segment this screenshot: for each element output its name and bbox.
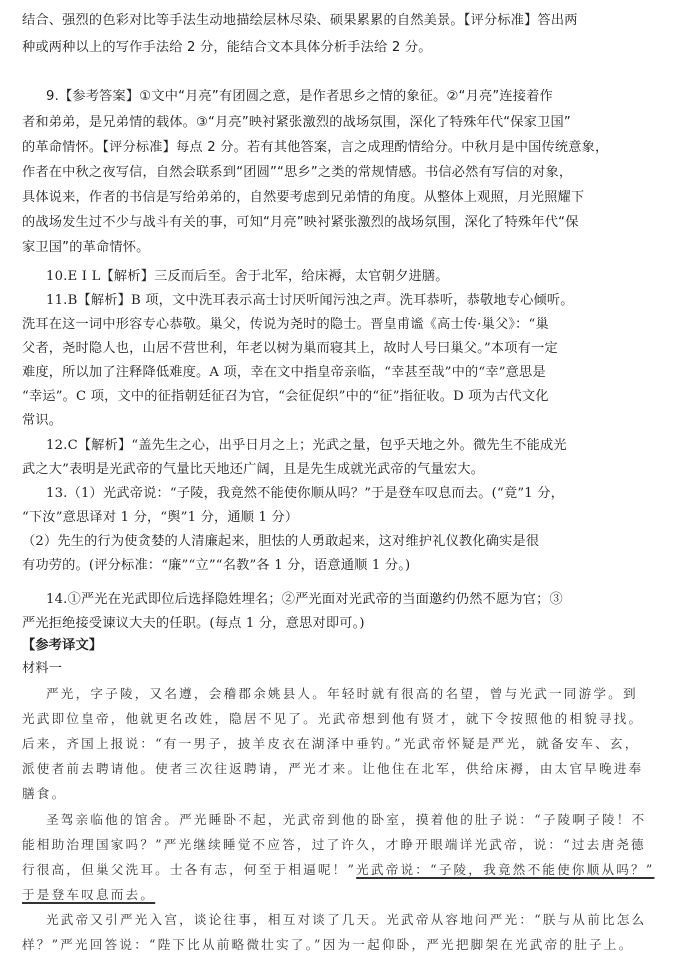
q9-answer-line: 作者在中秋之夜写信，自然会联系到“团圆”“思乡”之类的常规情感。书信必然有写信的对象， — [22, 165, 573, 180]
q11-answer-line: 难度，所以加了注释降低难度。A 项，幸在文中指皇帝亲临，“幸甚至哉”中的“幸”意思是 — [22, 365, 546, 380]
translation-heading: 【参考译文】 — [22, 638, 103, 653]
translation-line — [22, 861, 670, 879]
q13-answer-line: “下汝”意思译对 1 分，“舆”1 分，通顺 1 分） — [22, 510, 299, 525]
q9-answer-line: 具体说来，作者的书信是写给弟弟的，自然要考虑到兄弟情的角度。从整体上观照，月光照耀下 — [22, 190, 585, 205]
q9-answer-line: 者和弟弟，是兄弟情的载体。③“月亮”映衬紧张激烈的战场氛围，深化了特殊年代“保家卫国” — [22, 115, 571, 130]
translation-line: 光武即位皇帝，他就更名改姓，隐居不见了。光武帝想到他有贤才，就下令按照他的相貌寻找。 — [22, 711, 644, 726]
intro-line: 结合、强烈的色彩对比等手法生动地描绘层林尽染、硕果累累的自然美景。【评分标准】答出两 — [22, 13, 578, 28]
q9-answer-line: 的革命情怀。【评分标准】每点 2 分。若有其他答案，言之成理酌情给分。中秋月是中国传统意象， — [22, 140, 609, 155]
q13-answer-line: 有功劳的。(评分标准：“廉”“立”“名教”各 1 分，语意通顺 1 分。) — [22, 558, 411, 573]
translation-line: 后来，齐国上报说：“有一男子，披羊皮衣在湖泽中垂钓。”光武帝怀疑是严光，就备安车、玄， — [22, 736, 640, 751]
q11-answer-line: 11.B【解析】B 项，文中洗耳表示高士讨厌听闻污浊之声。洗耳恭听，恭敬地专心倾听。 — [46, 293, 574, 308]
translation-line: 能相助治理国家吗？”严光继续睡觉不应答，过了许久，才睁开眼端详光武帝，说：“过去唐尧德 — [22, 837, 646, 852]
translation-line: 样？”严光回答说：“陛下比从前略微壮实了。”因为一起仰卧，严光把脚架在光武帝的肚子上。 — [22, 937, 634, 952]
q11-answer-line: 父者，尧时隐人也，山居不营世利，年老以树为巢而寝其上，故时人号曰巢父。”本项有一定 — [22, 341, 558, 356]
q13-answer-line: 13.（1）光武帝说：“子陵，我竟然不能使你顺从吗？”于是登车叹息而去。(“竟”1 分， — [46, 486, 565, 501]
translation-line: 膳食。 — [22, 786, 67, 801]
underlined-sentence: 光武帝说：“子陵，我竟然不能使你顺从吗？” — [356, 862, 655, 877]
q12-answer-line: 武之大”表明是光武帝的气量比天地还广阔，且是先生成就光武帝的气量宏大。 — [22, 462, 485, 477]
underlined-sentence: 于是登车叹息而去。 — [22, 887, 156, 902]
intro-line: 种或两种以上的写作手法给 2 分，能结合文本具体分析手法给 2 分。 — [22, 40, 432, 55]
q13-answer-line: （2）先生的行为使贪婪的人清廉起来，胆怯的人勇敢起来，这对维护礼仪教化确实是很 — [22, 534, 540, 549]
translation-line: 严光，字子陵，又名遵，会稽郡余姚县人。年轻时就有很高的名望，曾与光武一同游学。到 — [46, 686, 638, 701]
q11-answer-line: “幸运”。C 项，文中的征指朝廷征召为官，“会征促织”中的“征”指征收。D 项为古代文化 — [22, 389, 549, 404]
translation-line: 圣驾亲临他的馆舍。严光睡卧不起，光武帝到他的卧室，摸着他的肚子说：“子陵啊子陵！不 — [46, 812, 647, 827]
q12-answer-line: 12.C【解析】“盖先生之心，出乎日月之上；光武之量，包乎天地之外。微先生不能成光 — [46, 438, 567, 453]
q9-answer-line: 家卫国”的革命情怀。 — [22, 240, 150, 255]
q9-answer-line: 9.【参考答案】①文中“月亮”有团圆之意，是作者思乡之情的象征。②“月亮”连接着作 — [46, 89, 553, 104]
translation-line: 光武帝又引严光入宫，谈论往事，相互对谈了几天。光武帝从容地问严光：“朕与从前比怎么 — [46, 912, 647, 927]
q14-answer-line: 严光拒绝接受谏议大夫的任职。(每点 1 分，意思对即可。) — [22, 616, 365, 631]
q11-answer-line: 洗耳在这一词中形容专心恭敬。巢父，传说为尧时的隐士。晋皇甫谧《高士传·巢父》：“巢 — [22, 317, 549, 332]
q11-answer-line: 常识。 — [22, 413, 63, 428]
q10-answer-line: 10.E I L【解析】三反而后至。舍于北军，给床褥，太官朝夕进膳。 — [46, 269, 449, 284]
translation-line: 派使者前去聘请他。使者三次往返聘请，严光才来。让他住在北军，供给床褥，由太官早晚进奉 — [22, 761, 644, 776]
q14-answer-line: 14.①严光在光武即位后选择隐姓埋名；②严光面对光武帝的当面邀约仍然不愿为官；③ — [46, 592, 563, 607]
q9-answer-line: 的战场发生过不少与战斗有关的事，可知“月亮”映衬紧张激烈的战场氛围，深化了特殊年代“保 — [22, 215, 579, 230]
material-label: 材料一 — [22, 661, 63, 676]
translation-line — [22, 886, 670, 904]
translation-text: 行很高，但巢父洗耳。士各有志，何至于相逼呢！” — [22, 862, 357, 877]
